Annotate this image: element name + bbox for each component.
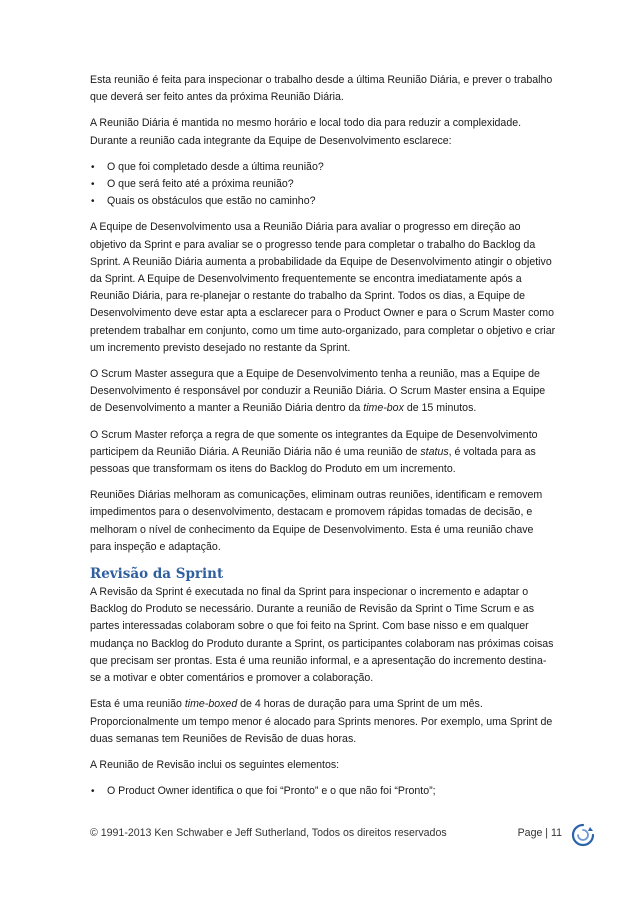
bullet-icon: •	[91, 786, 95, 798]
list-item: • O Product Owner identifica o que foi “Pronto” e o que não foi “Pronto”;	[90, 783, 556, 800]
list-item: • Quais os obstáculos que estão no caminho?	[90, 193, 556, 210]
paragraph-scrum-master-role: O Scrum Master assegura que a Equipe de Desenvolvimento tenha a reunião, mas a Equipe de Desenvolvimento é responsável por conduzir a Reunião Diária. O Scrum Master ensina a Equipe de Desenvolvimento a manter a Reunião Diária dentro da time-box de 15 minutos.	[90, 368, 546, 415]
paragraph-sprint-review: A Revisão da Sprint é executada no final da Sprint para inspecionar o incremento e adaptar o Backlog do Produto se necessário. Durante a reunião de Revisão da Sprint o Time Scrum e as partes interessadas colaboram sobre o que foi feito na Sprint. Com base nisso e em qualquer mudança no Backlog do Produto durante a Sprint, os participantes colaboram nas próximas coisas que precisam ser prontas. Esta é uma reunião informal, e a apresentação do incremento destina-se a motivar e obter comentários e promover a colaboração.	[90, 586, 554, 685]
paragraph-scrum-master-rule: O Scrum Master reforça a regra de que somente os integrantes da Equipe de Desenvolvimento participem da Reunião Diária. A Reunião Diária não é uma reunião de status, é voltada para as pessoas que transformam os itens do Backlog do Produto em um incremento.	[90, 428, 538, 476]
copyright-text: © 1991-2013 Ken Schwaber e Jeff Sutherland, Todos os direitos reservados	[90, 827, 447, 839]
bullet-icon: •	[91, 161, 95, 173]
paragraph-timebox: Esta é uma reunião time-boxed de 4 horas de duração para uma Sprint de um mês. Proporcionalmente um tempo menor é alocado para Sprints menores. Por exemplo, uma Sprint de duas semanas tem Reuniões de Revisão de duas horas.	[90, 698, 553, 745]
page-number: Page | 11	[517, 827, 562, 839]
paragraph-benefits: Reuniões Diárias melhoram as comunicações, eliminam outras reuniões, identificam e removem impedimentos para o desenvolvimento, destacam e promovem rápidas tomadas de decisão, e melhoram o nível de conhecimento da Equipe de Desenvolvimento. Esta é uma reunião chave para inspeção e adaptação.	[90, 489, 543, 553]
paragraph-daily-inspection: Esta reunião é feita para inspecionar o trabalho desde a última Reunião Diária, e prever o trabalho que deverá ser feito antes da próxima Reunião Diária.	[90, 74, 553, 104]
paragraph-progress: A Equipe de Desenvolvimento usa a Reunião Diária para avaliar o progresso em direção ao objetivo da Sprint e para avaliar se o progresso tende para completar o trabalho do Backlog da Sprint. A Reunião Diária aumenta a probabilidade da Equipe de Desenvolvimento atingir o objetivo da Sprint. A Equipe de Desenvolvimento frequentemente se encontra imediatamente após a Reunião Diária, para re-planejar o restante do trabalho da Sprint. Todos os dias, a Equipe de Desenvolvimento deve estar apta a esclarecer para o Product Owner e para o Scrum Master como pretendem trabalhar em conjunto, como um time auto-organizado, para completar o objetivo e criar um incremento previsto desejado no restante da Sprint.	[90, 221, 556, 354]
bullet-icon: •	[91, 196, 95, 208]
questions-list	[90, 159, 556, 211]
page-content	[90, 72, 556, 809]
review-elements-list	[90, 783, 556, 800]
page-footer	[90, 825, 562, 845]
section-heading: Revisão da Sprint	[90, 566, 224, 583]
list-item: • O que foi completado desde a última reunião?	[90, 159, 556, 176]
paragraph-elements: A Reunião de Revisão inclui os seguintes elementos:	[90, 758, 340, 771]
paragraph-daily-schedule: A Reunião Diária é mantida no mesmo horário e local todo dia para reduzir a complexidade. Durante a reunião cada integrante da Equipe de Desenvolvimento esclarece:	[90, 117, 522, 147]
bullet-icon: •	[91, 179, 95, 191]
list-item: • O que será feito até a próxima reunião?	[90, 176, 556, 193]
scrum-logo-icon	[570, 822, 596, 848]
